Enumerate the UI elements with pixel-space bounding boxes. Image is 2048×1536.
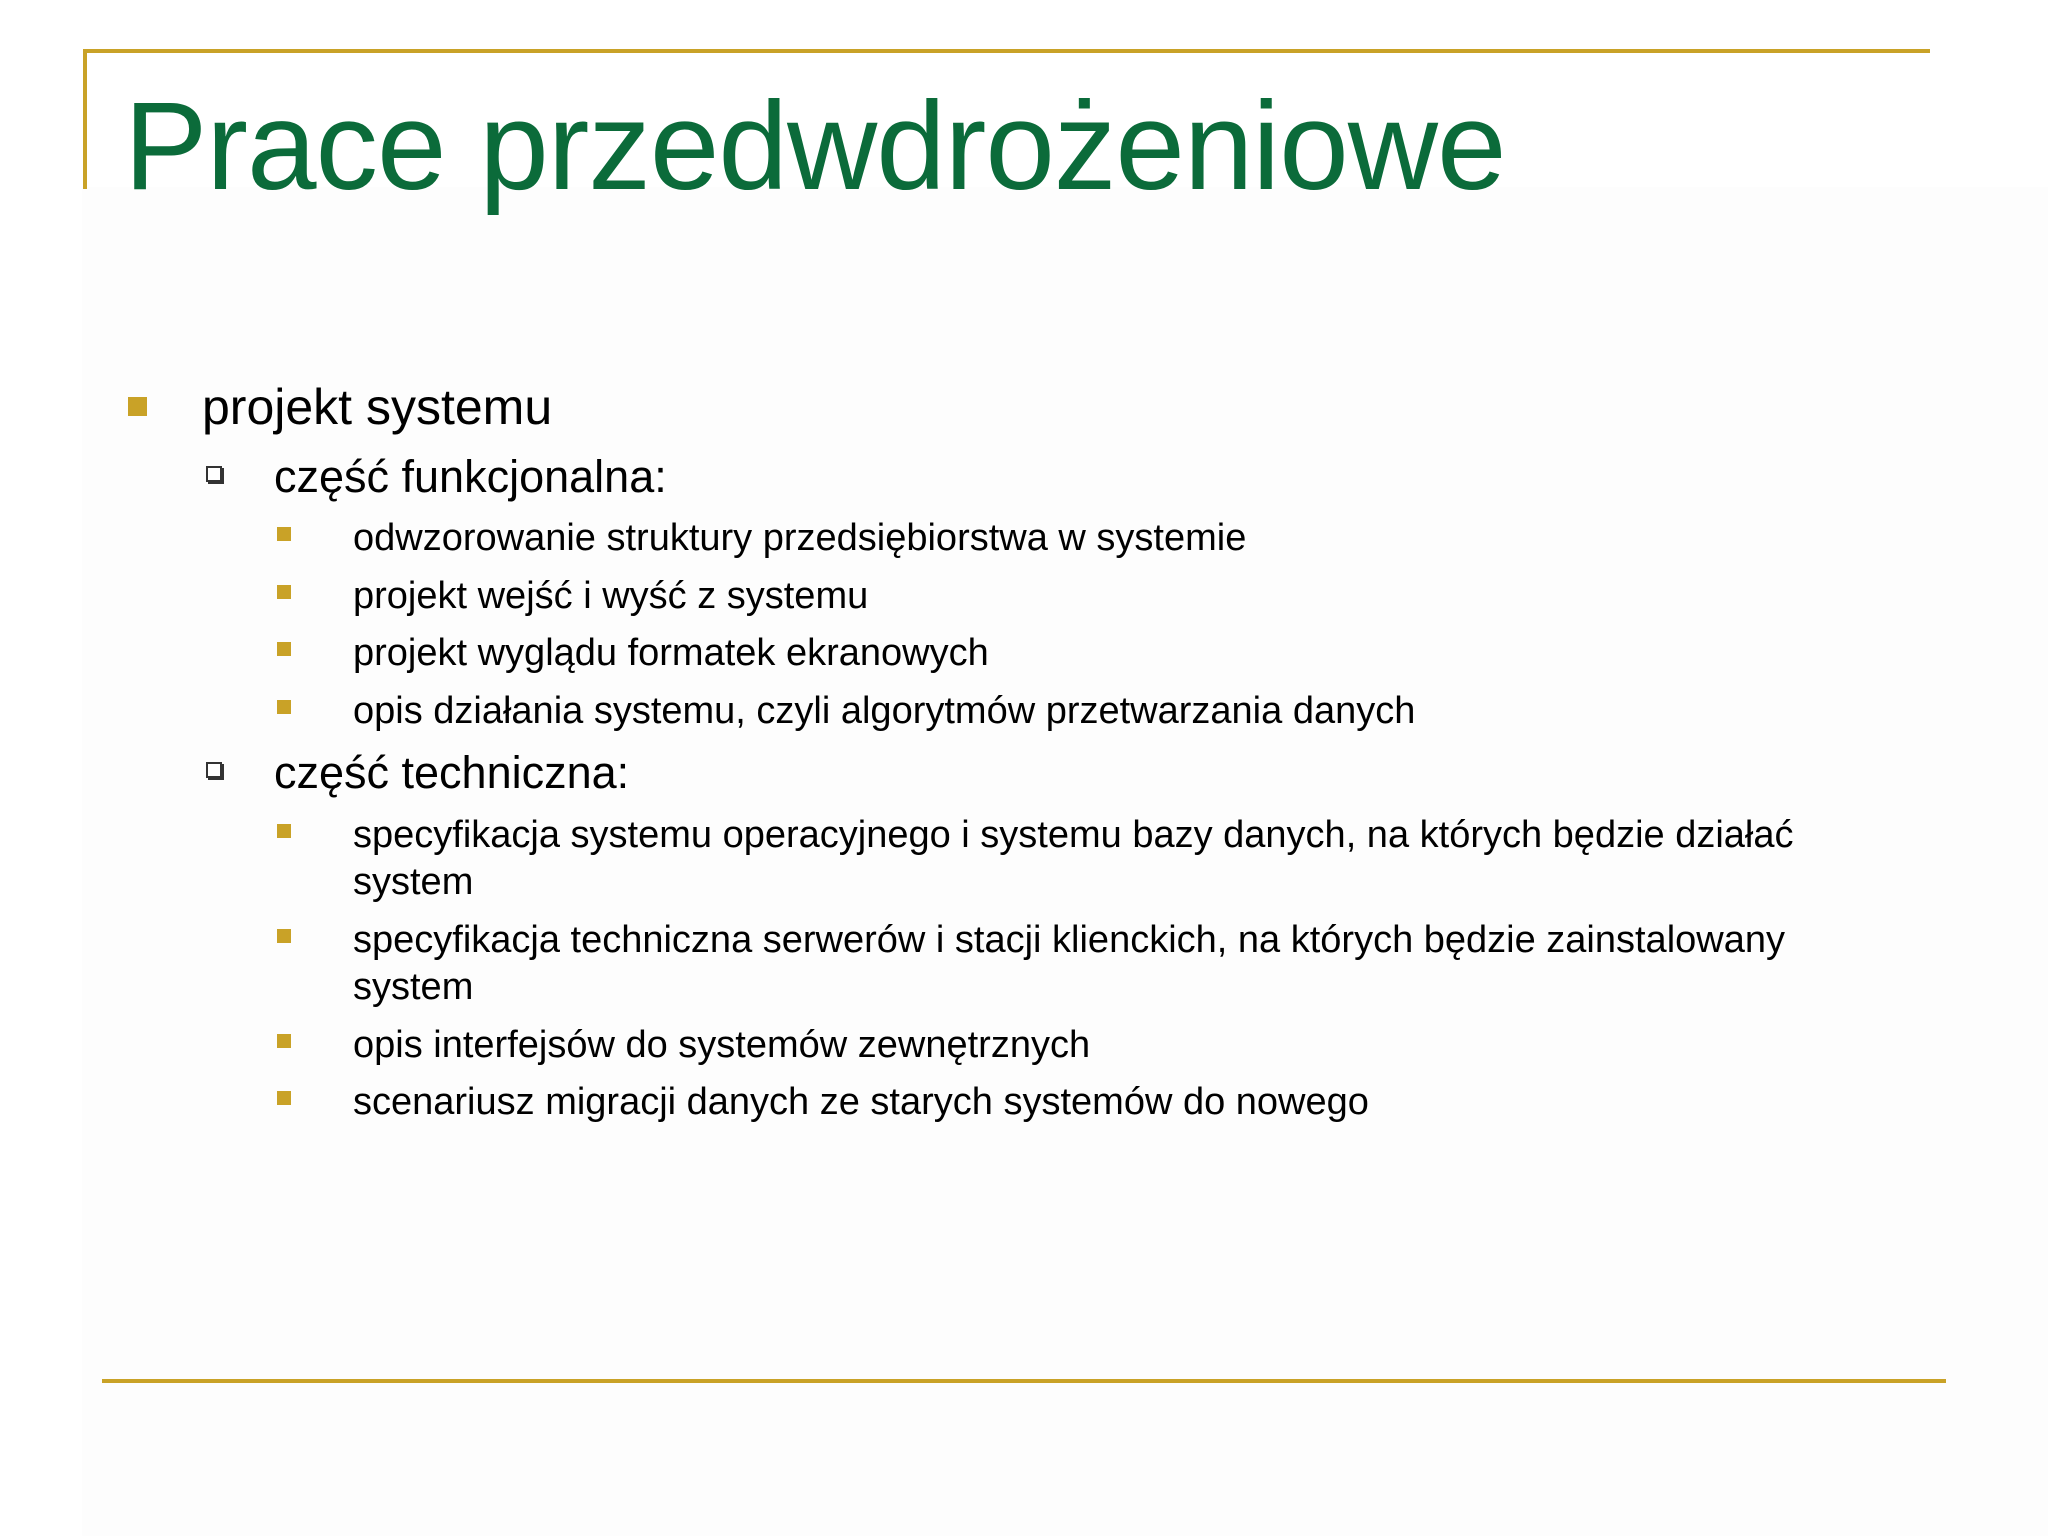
square-bullet-icon: [277, 642, 291, 656]
sub-bullet-technical: część techniczna:: [274, 747, 630, 798]
list-item: scenariusz migracji danych ze starych systemów do nowego: [353, 1081, 1369, 1123]
square-bullet-icon: [128, 397, 147, 416]
list-item: opis interfejsów do systemów zewnętrznych: [353, 1024, 1091, 1066]
list-item: specyfikacja systemu operacyjnego i systemu bazy danych, na których będzie działać: [353, 814, 1794, 856]
square-bullet-icon: [277, 527, 291, 541]
list-item: opis działania systemu, czyli algorytmów przetwarzania danych: [353, 690, 1416, 732]
list-item: specyfikacja techniczna serwerów i stacji klienckich, na których będzie zainstalowany: [353, 919, 1785, 961]
square-bullet-icon: [277, 700, 291, 714]
hollow-square-bullet-icon: [206, 466, 222, 482]
list-item: projekt wyglądu formatek ekranowych: [353, 632, 989, 674]
slide-title: Prace przedwdrożeniowe: [124, 77, 1506, 216]
hollow-square-bullet-icon: [206, 762, 222, 778]
square-bullet-icon: [277, 1091, 291, 1105]
list-item-continuation: system: [353, 966, 474, 1008]
list-item: odwzorowanie struktury przedsiębiorstwa w systemie: [353, 517, 1247, 559]
square-bullet-icon: [277, 585, 291, 599]
list-item: projekt wejść i wyść z systemu: [353, 575, 869, 617]
square-bullet-icon: [277, 824, 291, 838]
square-bullet-icon: [277, 1034, 291, 1048]
square-bullet-icon: [277, 929, 291, 943]
bullet-projekt-systemu: projekt systemu: [202, 379, 553, 435]
list-item-continuation: system: [353, 861, 474, 903]
sub-bullet-functional: część funkcjonalna:: [274, 451, 667, 502]
